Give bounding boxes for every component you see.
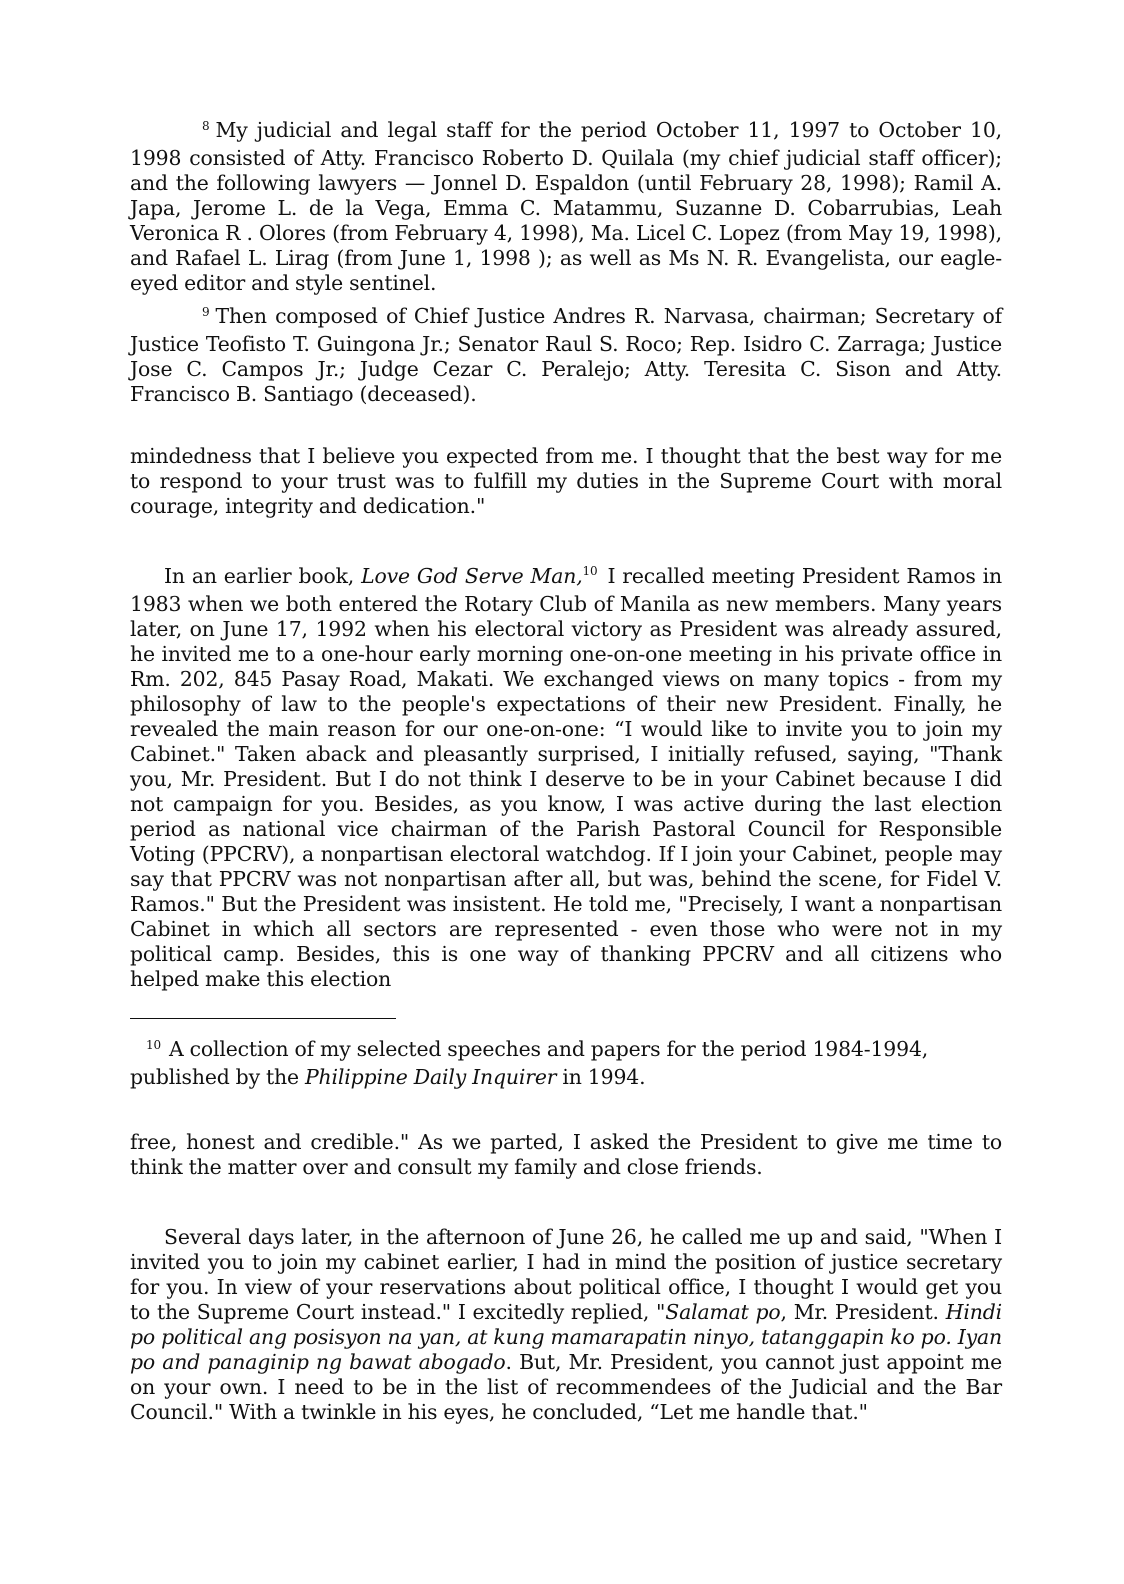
book-title: Love God Serve Man, <box>361 564 583 588</box>
continuation-paragraph: mindedness that I believe you expected from me. I thought that the best way for me to respond to your trust was to fulfill my duties in the Supreme Court with moral courage, integrity and dedication." <box>130 444 1002 518</box>
footnote-10: $^{10}$ A collection of my selected speeches and papers for the period 1984-1994, published by the Philippine Daily Inquirer in 1994. <box>130 1037 929 1089</box>
footnote-text: Then composed of Chief Justice Andres R. Narvasa, chairman; Secretary of Justice Teofisto T. Guingona Jr.; Senator Raul S. Roco; Rep. Isidro C. Zarraga; Justice Jose C. Campos Jr.; Judge Cezar C. Peralejo; Atty. Teresita C. Sison and Atty. Francisco B. Santiago (deceased). <box>130 304 1002 406</box>
footnote-separator <box>130 1018 396 1019</box>
continuation-paragraph: free, honest and credible." As we parted, I asked the President to give me time to think the matter over and consult my family and close friends. <box>130 1130 1002 1179</box>
document-page <box>130 118 1002 1425</box>
footnote-reference: 10 <box>582 564 598 578</box>
footnote-marker: 8 <box>202 119 210 133</box>
body-paragraph: In an earlier book, Love God Serve Man,$^{10}$ I recalled meeting President Ramos in 1983 when we both entered the Rotary Club of Manila as new members. Many years later, on June 17, 1992 when his electoral victory as President was already assured, he invited me to a one-hour early morning one-on-one meeting in his private office in Rm. 202, 845 Pasay Road, Makati. We exchanged views on many topics - from my philosophy of law to the people's expectations of their new President. Finally, he revealed the main reason for our one-on-one: “I would like to invite you to join my Cabinet." Taken aback and pleasantly surprised, I initially refused, saying, "Thank you, Mr. President. But I do not think I deserve to be in your Cabinet because I did not campaign for you. Besides, as you know, I was active during the last election period as national vice chairman of the Parish Pastoral Council for Responsible Voting (PPCRV), a nonpartisan electoral watchdog. If I join your Cabinet, people may say that PPCRV was not nonpartisan after all, but was, behind the scene, for Fidel V. Ramos." But the President was insistent. He told me, "Precisely, I want a nonpartisan Cabinet in which all sectors are represented - even those who were not in my political camp. Besides, this is one way of thanking PPCRV and all citizens who helped make this election <box>130 564 1002 991</box>
footnote-9 <box>130 304 1002 407</box>
publication-title: Philippine Daily Inquirer <box>304 1065 557 1089</box>
footnote-8 <box>130 118 1002 296</box>
footnote-marker: 10 <box>146 1038 161 1052</box>
footnote-marker: 9 <box>202 305 210 319</box>
footnote-text: My judicial and legal staff for the period October 11, 1997 to October 10, 1998 consisted of Atty. Francisco Roberto D. Quilala (my chief judicial staff officer); and the following lawyers — Jonnel D. Espaldon (until February 28, 1998); Ramil A. Japa, Jerome L. de la Vega, Emma C. Matammu, Suzanne D. Cobarrubias, Leah Veronica R . Olores (from February 4, 1998), Ma. Licel C. Lopez (from May 19, 1998), and Rafael L. Lirag (from June 1, 1998 ); as well as Ms N. R. Evangelista, our eagle-eyed editor and style sentinel. <box>130 118 1002 295</box>
body-paragraph: Several days later, in the afternoon of June 26, he called me up and said, "When I invited you to join my cabinet earlier, I had in mind the position of justice secretary for you. In view of your reservations about political office, I thought I would get you to the Supreme Court instead." I excitedly replied, "Salamat po, Mr. President. Hindi po political ang posisyon na yan, at kung mamarapatin ninyo, tatanggapin ko po. Iyan po and panaginip ng bawat abogado. But, Mr. President, you cannot just appoint me on your own. I need to be in the list of recommendees of the Judicial and the Bar Council." With a twinkle in his eyes, he concluded, “Let me handle that." <box>130 1225 1002 1424</box>
